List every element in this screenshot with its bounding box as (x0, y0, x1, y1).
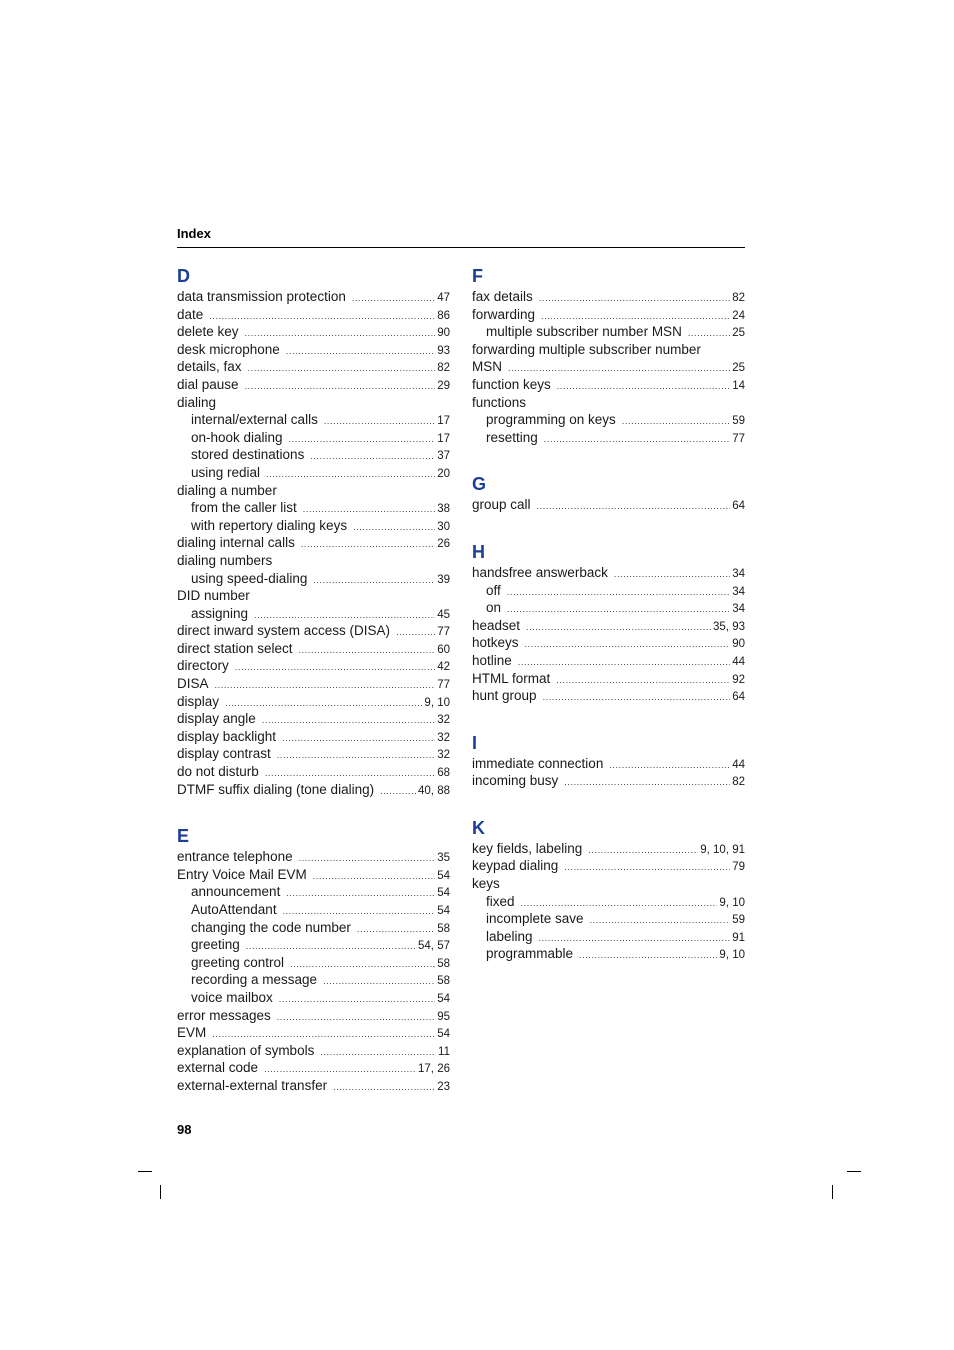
entry-term: dialing a number (177, 482, 277, 498)
entry-term: error messages (177, 1007, 271, 1023)
index-entry (472, 755, 745, 773)
entry-term: EVM (177, 1025, 207, 1041)
index-entry (177, 675, 450, 693)
entry-term: explanation of symbols (177, 1042, 315, 1058)
crop-mark (160, 1185, 161, 1199)
entry-term: function keys (472, 376, 551, 392)
entry-page: 90 (732, 638, 745, 651)
entry-page: 29 (437, 379, 450, 392)
entry-term: handsfree answerback (472, 564, 608, 580)
dot-leader (622, 415, 730, 427)
index-entry (177, 866, 450, 884)
dot-leader (357, 923, 435, 935)
index-section (472, 731, 745, 790)
entry-term: DTMF suffix dialing (tone dialing) (177, 781, 375, 797)
index-entry (177, 640, 450, 658)
entry-page: 32 (437, 749, 450, 762)
entry-term: dialing (177, 394, 217, 410)
index-entry (472, 634, 745, 652)
index-entry (177, 552, 450, 570)
entry-term: display (177, 693, 220, 709)
entry-page: 82 (437, 362, 450, 375)
entry-term: key fields, labeling (472, 840, 583, 856)
index-entry (472, 875, 745, 893)
index-entry (177, 306, 450, 324)
entry-page: 30 (437, 520, 450, 533)
dot-leader (310, 450, 435, 462)
dot-leader (352, 292, 435, 304)
dot-leader (525, 638, 731, 650)
entry-page: 39 (437, 573, 450, 586)
index-entry (177, 482, 450, 500)
section-letter: K (472, 817, 485, 838)
entry-page: 17 (437, 432, 450, 445)
index-entry (177, 323, 450, 341)
dot-leader (303, 503, 435, 515)
index-subentry (177, 954, 450, 972)
index-entry (177, 1077, 450, 1095)
entry-page: 17, 26 (418, 1063, 450, 1076)
index-entry (472, 358, 745, 376)
entry-term: keys (472, 876, 500, 892)
entry-term: keypad dialing (472, 858, 559, 874)
section-letter: F (472, 266, 483, 286)
dot-leader (264, 1063, 416, 1075)
index-subentry (472, 411, 745, 429)
entry-page: 54 (437, 992, 450, 1005)
entry-term: hotkeys (472, 635, 519, 651)
entry-term: display contrast (177, 746, 271, 762)
dot-leader (313, 870, 435, 882)
index-subentry (472, 910, 745, 928)
dot-leader (564, 776, 730, 788)
crop-mark (138, 1171, 152, 1172)
index-subentry (177, 989, 450, 1007)
index-entry (177, 848, 450, 866)
entry-term: programmable (486, 946, 574, 962)
entry-page: 37 (437, 450, 450, 463)
dot-leader (539, 292, 730, 304)
dot-leader (245, 327, 436, 339)
entry-page: 59 (732, 415, 745, 428)
entry-page: 77 (437, 679, 450, 692)
dot-leader (323, 975, 435, 987)
entry-page: 20 (437, 467, 450, 480)
index-entry (472, 306, 745, 324)
entry-term: voice mailbox (191, 989, 273, 1005)
index-subentry (177, 919, 450, 937)
index-subentry (472, 893, 745, 911)
index-entry (177, 728, 450, 746)
entry-page: 34 (732, 567, 745, 580)
header-title: Index (177, 226, 211, 241)
index-entry (472, 840, 745, 858)
entry-page: 90 (437, 327, 450, 340)
header-rule (177, 247, 745, 248)
dot-leader (235, 661, 435, 673)
entry-term: do not disturb (177, 764, 259, 780)
index-entry (177, 376, 450, 394)
entry-term: external-external transfer (177, 1077, 328, 1093)
entry-term: fax details (472, 289, 533, 304)
entry-term: on-hook dialing (191, 429, 283, 445)
entry-term: announcement (191, 884, 281, 900)
entry-page: 54 (437, 905, 450, 917)
index-subentry (177, 605, 450, 623)
index-subentry (177, 901, 450, 919)
index-entry (177, 587, 450, 605)
entry-term: forwarding multiple subscriber number (472, 341, 701, 357)
entry-term: display angle (177, 711, 256, 727)
entry-page: 59 (732, 914, 745, 927)
dot-leader (544, 433, 730, 445)
dot-leader (299, 852, 436, 864)
entry-term: multiple subscriber number MSN (486, 324, 682, 340)
entry-page: 25 (732, 327, 745, 340)
dot-leader (541, 310, 730, 322)
dot-leader (262, 714, 435, 726)
entry-term: off (486, 582, 501, 598)
entry-page: 82 (732, 292, 745, 304)
index-entry (472, 687, 745, 705)
index-entry (177, 657, 450, 675)
dot-leader (266, 468, 435, 480)
entry-page: 79 (732, 861, 745, 874)
index-entry (177, 394, 450, 412)
entry-page: 95 (437, 1010, 450, 1023)
entry-page: 86 (437, 309, 450, 322)
entry-term: MSN (472, 359, 502, 375)
dot-leader (279, 993, 435, 1005)
index-entry (177, 1059, 450, 1077)
entry-term: resetting (486, 429, 538, 445)
entry-page: 40, 88 (418, 784, 450, 797)
entry-term: data transmission protection (177, 289, 346, 304)
dot-leader (579, 949, 717, 961)
index-subentry (177, 517, 450, 535)
dot-leader (301, 538, 435, 550)
index-subentry (177, 429, 450, 447)
dot-leader (265, 767, 435, 779)
entry-term: fixed (486, 893, 515, 909)
entry-term: changing the code number (191, 919, 351, 935)
dot-leader (543, 691, 731, 703)
entry-term: AutoAttendant (191, 902, 277, 917)
dot-leader (507, 603, 730, 615)
entry-term: recording a message (191, 972, 318, 988)
entry-page: 24 (732, 309, 745, 322)
entry-term: using speed-dialing (191, 570, 308, 586)
entry-page: 35, 93 (713, 620, 745, 633)
dot-leader (396, 626, 435, 638)
entry-term: using redial (191, 464, 261, 480)
dot-leader (688, 327, 730, 339)
dot-leader (283, 905, 436, 917)
entry-page: 17 (437, 415, 450, 428)
entry-page: 34 (732, 585, 745, 598)
entry-page: 32 (437, 714, 450, 727)
index-entry (472, 288, 745, 306)
dot-leader (324, 415, 435, 427)
index-entry (177, 745, 450, 763)
index-entry (472, 772, 745, 790)
entry-term: headset (472, 617, 521, 633)
dot-leader (277, 749, 435, 761)
index-subentry (177, 499, 450, 517)
entry-page: 44 (732, 758, 745, 771)
index-subentry (472, 945, 745, 963)
dot-leader (245, 380, 436, 392)
dot-leader (537, 500, 731, 512)
index-entry (472, 564, 745, 582)
entry-term: internal/external calls (191, 412, 318, 428)
index-section (472, 540, 745, 705)
entry-term: incomplete save (486, 911, 584, 927)
entry-term: hunt group (472, 688, 537, 704)
index-entry (177, 1024, 450, 1042)
index-entry (177, 622, 450, 640)
section-letter: D (177, 266, 190, 286)
index-subentry (177, 971, 450, 989)
dot-leader (254, 609, 435, 621)
index-entry (177, 693, 450, 711)
index-entry (472, 376, 745, 394)
dot-leader (614, 568, 730, 580)
entry-term: direct inward system access (DISA) (177, 623, 391, 639)
page-number: 98 (177, 1122, 192, 1137)
index-section (177, 824, 450, 1094)
entry-page: 92 (732, 673, 745, 686)
index-entry (177, 710, 450, 728)
entry-page: 38 (437, 503, 450, 516)
entry-term: assigning (191, 605, 249, 621)
dot-leader (508, 362, 730, 374)
entry-term: entrance telephone (177, 849, 293, 865)
index-entry (472, 670, 745, 688)
entry-page: 14 (732, 379, 745, 392)
index-entry (472, 496, 745, 514)
index-entry (472, 341, 745, 359)
dot-leader (380, 785, 416, 797)
dot-leader (299, 644, 436, 656)
index-column-left (177, 264, 450, 1121)
entry-term: date (177, 306, 204, 322)
entry-page: 42 (437, 661, 450, 674)
index-subentry (472, 599, 745, 617)
dot-leader (286, 345, 435, 357)
entry-page: 9, 10, 91 (700, 843, 745, 856)
entry-term: on (486, 600, 502, 616)
dot-leader (212, 1028, 435, 1040)
entry-page: 91 (732, 931, 745, 944)
entry-term: dialing internal calls (177, 535, 295, 551)
dot-leader (557, 380, 730, 392)
index-subentry (472, 429, 745, 447)
entry-page: 25 (732, 362, 745, 375)
entry-term: immediate connection (472, 755, 604, 771)
dot-leader (564, 861, 730, 873)
entry-term: dial pause (177, 376, 239, 392)
entry-page: 23 (437, 1080, 450, 1093)
dot-leader (215, 679, 436, 691)
dot-leader (507, 586, 730, 598)
entry-page: 64 (732, 691, 745, 704)
entry-term: group call (472, 497, 531, 513)
crop-mark (832, 1185, 833, 1199)
dot-leader (286, 887, 435, 899)
entry-term: hotline (472, 652, 512, 668)
dot-leader (246, 940, 416, 952)
entry-term: external code (177, 1060, 259, 1076)
index-subentry (472, 582, 745, 600)
dot-leader (521, 897, 718, 909)
entry-term: greeting (191, 937, 240, 953)
index-subentry (472, 323, 745, 341)
entry-term: with repertory dialing keys (191, 517, 348, 533)
index-section (472, 472, 745, 514)
index-entry (472, 652, 745, 670)
dot-leader (588, 844, 698, 856)
dot-leader (277, 1011, 435, 1023)
index-column-right (472, 264, 745, 989)
entry-term: direct station select (177, 640, 293, 656)
entry-term: DISA (177, 676, 209, 692)
section-letter: I (472, 732, 478, 753)
entry-term: delete key (177, 324, 239, 340)
entry-page: 35 (437, 852, 450, 865)
entry-page: 26 (437, 538, 450, 551)
index-entry (177, 781, 450, 799)
entry-term: from the caller list (191, 500, 297, 516)
entry-term: HTML format (472, 670, 551, 686)
entry-page: 54 (437, 1028, 450, 1041)
dot-leader (333, 1081, 435, 1093)
index-subentry (177, 883, 450, 901)
entry-page: 32 (437, 731, 450, 744)
entry-term: greeting control (191, 954, 285, 970)
dot-leader (518, 656, 730, 668)
dot-leader (556, 674, 730, 686)
index-subentry (177, 411, 450, 429)
entry-page: 54 (437, 887, 450, 900)
entry-term: functions (472, 394, 527, 410)
entry-page: 54 (437, 869, 450, 882)
entry-page: 60 (437, 643, 450, 656)
dot-leader (209, 310, 435, 322)
dot-leader (320, 1046, 436, 1058)
entry-term: DID number (177, 588, 250, 604)
entry-page: 58 (437, 957, 450, 970)
index-section (472, 816, 745, 963)
entry-page: 68 (437, 767, 450, 780)
entry-page: 11 (438, 1045, 450, 1058)
dot-leader (353, 521, 435, 533)
index-entry (472, 394, 745, 412)
entry-page: 34 (732, 603, 745, 616)
entry-page: 9, 10 (424, 696, 450, 709)
dot-leader (282, 732, 435, 744)
dot-leader (590, 914, 731, 926)
entry-term: programming on keys (486, 412, 616, 428)
entry-page: 93 (437, 344, 450, 357)
dot-leader (289, 433, 436, 445)
index-entry (177, 358, 450, 376)
index-section (177, 264, 450, 798)
entry-page: 82 (732, 776, 745, 789)
index-entry (177, 288, 450, 306)
entry-page: 54, 57 (418, 940, 450, 953)
entry-term: labeling (486, 928, 533, 944)
entry-term: incoming busy (472, 773, 559, 789)
entry-page: 9, 10 (719, 949, 745, 962)
entry-page: 45 (437, 608, 450, 621)
dot-leader (609, 759, 730, 771)
entry-term: forwarding (472, 306, 536, 322)
index-entry (177, 1007, 450, 1025)
entry-page: 77 (437, 626, 450, 639)
index-entry (177, 1042, 450, 1060)
dot-leader (248, 362, 436, 374)
index-entry (177, 763, 450, 781)
index-subentry (472, 928, 745, 946)
entry-page: 58 (437, 975, 450, 988)
section-letter: G (472, 474, 487, 495)
dot-leader (313, 574, 435, 586)
section-letter: E (177, 826, 190, 847)
entry-term: dialing numbers (177, 552, 273, 568)
index-subentry (177, 570, 450, 588)
entry-page: 64 (732, 500, 745, 513)
dot-leader (526, 621, 711, 633)
index-section (472, 264, 745, 446)
entry-term: Entry Voice Mail EVM (177, 866, 307, 882)
index-subentry (177, 936, 450, 954)
entry-page: 9, 10 (719, 896, 745, 909)
entry-term: display backlight (177, 728, 277, 744)
entry-term: details, fax (177, 359, 242, 375)
section-letter: H (472, 541, 485, 562)
entry-page: 77 (732, 432, 745, 445)
index-entry (472, 857, 745, 875)
index-entry (177, 534, 450, 552)
index-subentry (177, 464, 450, 482)
index-entry (472, 617, 745, 635)
entry-term: desk microphone (177, 341, 280, 357)
entry-term: stored destinations (191, 447, 305, 463)
dot-leader (539, 932, 731, 944)
entry-term: directory (177, 658, 229, 674)
index-subentry (177, 446, 450, 464)
dot-leader (225, 697, 422, 709)
entry-page: 58 (437, 922, 450, 935)
entry-page: 47 (437, 292, 450, 304)
index-entry (177, 341, 450, 359)
entry-page: 44 (732, 655, 745, 668)
crop-mark (847, 1171, 861, 1172)
dot-leader (290, 958, 435, 970)
